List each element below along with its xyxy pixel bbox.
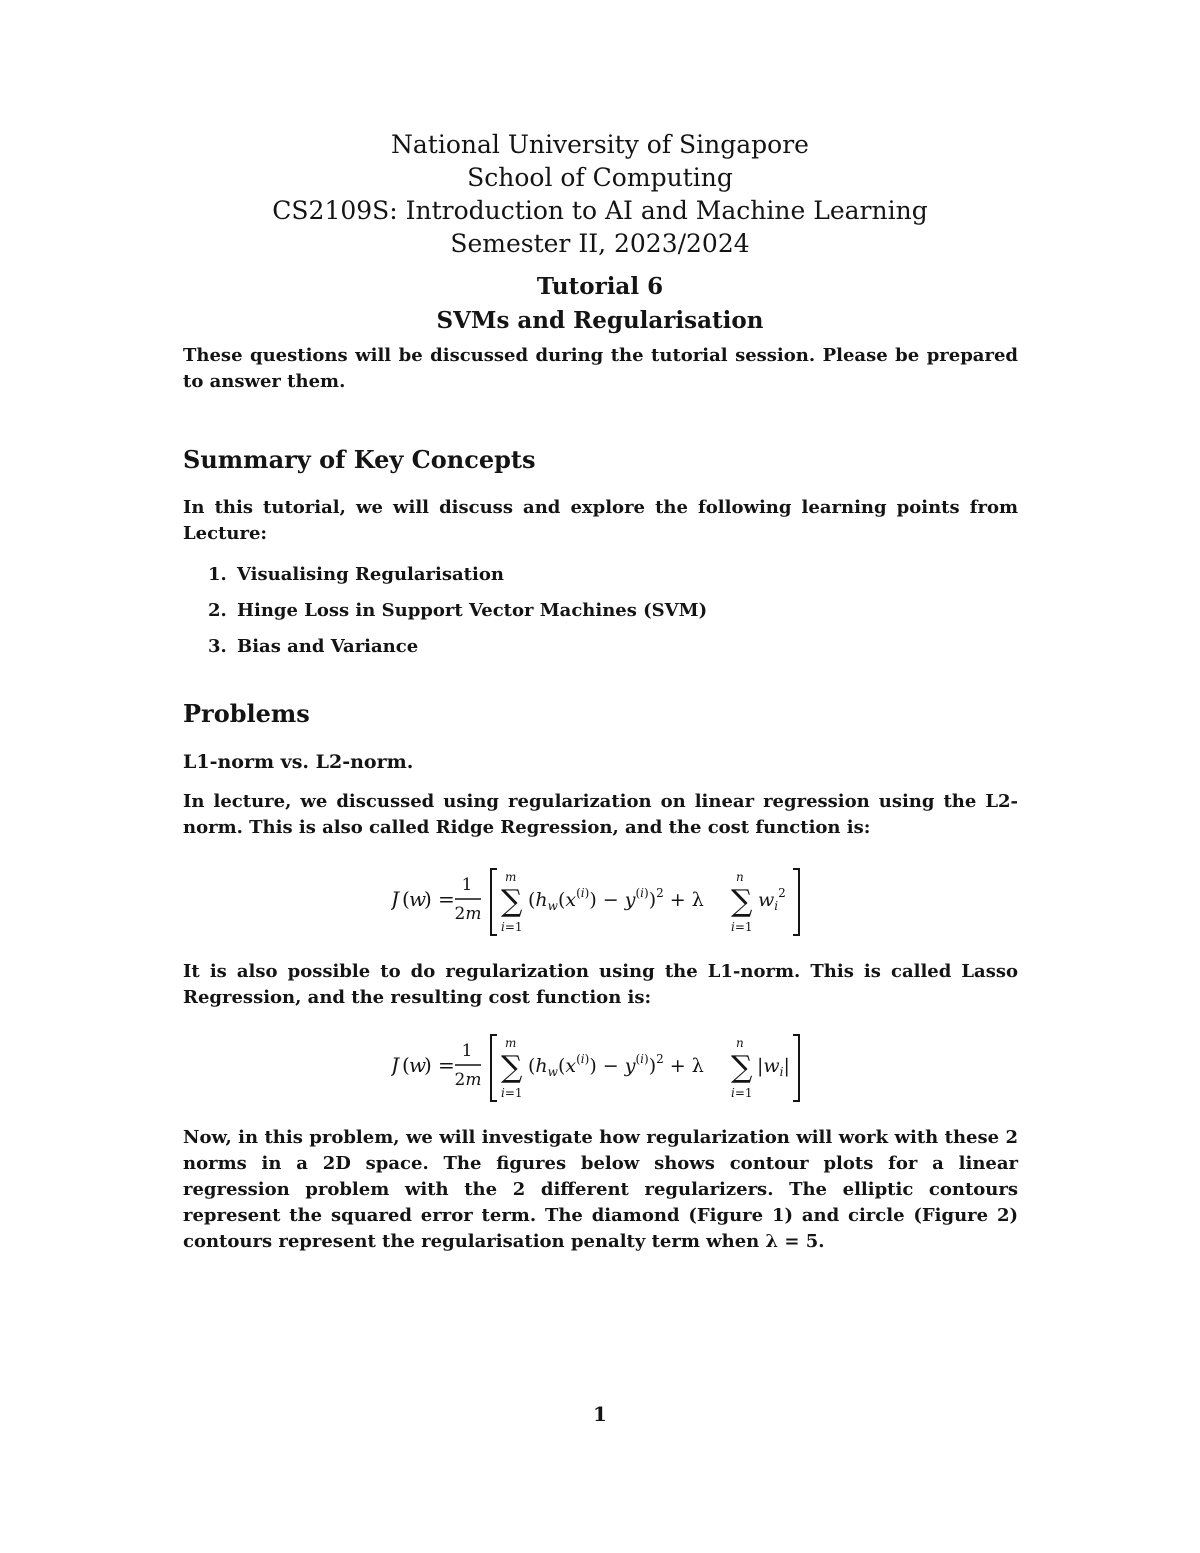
svg-text:i=1: i=1 xyxy=(500,920,523,934)
ridge-cost-equation xyxy=(183,857,1018,945)
list-item: 3. Bias and Variance xyxy=(233,629,1018,665)
svg-text:=: = xyxy=(437,1053,455,1077)
svg-text:|wi|: $|w_i|$ xyxy=(756,1055,790,1079)
intro-paragraph: These questions will be discussed during the tutorial session. Please be prepared to answer them. xyxy=(183,345,1018,392)
svg-text:n: n xyxy=(735,870,744,884)
list-item: 2. Hinge Loss in Support Vector Machines (SVM) xyxy=(233,593,1018,629)
svg-text:(hw(x(i)) − y(i))2 + λ: $(h_w(x^{(i)}) - y^{(i)})^2 + \lambda$ xyxy=(527,886,704,913)
svg-text:): ) xyxy=(423,887,432,911)
summary-lead: In this tutorial, we will discuss and explore the following learning points from Lecture: xyxy=(183,497,1018,544)
svg-text:2m: 2m xyxy=(454,904,481,924)
svg-text:2m: 2m xyxy=(454,1070,481,1090)
svg-text:wi2: $w_i^2$ xyxy=(757,886,786,913)
tutorial-title: Tutorial 6 xyxy=(536,273,664,300)
school-name: School of Computing xyxy=(467,163,733,192)
svg-text:1: 1 xyxy=(461,875,472,895)
page-number: 1 xyxy=(593,1402,607,1426)
svg-text:=: = xyxy=(437,887,455,911)
semester: Semester II, 2023/2024 xyxy=(450,229,750,258)
equation-graphic xyxy=(391,1027,811,1107)
svg-text:): ) xyxy=(423,1053,432,1077)
svg-text:J: J xyxy=(390,1053,399,1077)
summary-heading: Summary of Key Concepts xyxy=(183,445,536,474)
svg-text:i=1: i=1 xyxy=(500,1086,523,1100)
equation-graphic xyxy=(391,861,811,941)
document-body xyxy=(183,343,1018,1255)
svg-text:(hw(x(i)) − y(i))2 + λ: $(h_w(x^{(i)}) - y^{(i)})^2 + \lambda$ xyxy=(527,1052,704,1079)
course-title: CS2109S: Introduction to AI and Machine Learning xyxy=(272,196,928,225)
svg-text:∑: ∑ xyxy=(500,1050,522,1085)
svg-text:i=1: i=1 xyxy=(730,1086,753,1100)
problem-subheading: L1-norm vs. L2-norm. xyxy=(183,751,414,773)
svg-text:w: w xyxy=(408,887,426,911)
list-item: 1. Visualising Regularisation xyxy=(233,557,1018,593)
problems-heading: Problems xyxy=(183,699,310,728)
svg-text:n: n xyxy=(735,1036,744,1050)
svg-text:(: ( xyxy=(401,887,410,911)
lasso-cost-equation xyxy=(183,1023,1018,1111)
svg-text:∑: ∑ xyxy=(730,1050,752,1085)
university-name: National University of Singapore xyxy=(391,130,809,159)
svg-text:i=1: i=1 xyxy=(730,920,753,934)
svg-text:∑: ∑ xyxy=(500,884,522,919)
svg-text:∑: ∑ xyxy=(730,884,752,919)
investigation-paragraph: Now, in this problem, we will investigate how regularization will work with these 2 norms in a 2D space. The figures below shows contour plots for a linear regression problem with the 2 different regularizers. The elliptic contours represent the squared error term. The diamond (Figure 1) and circle (Figure 2) contours represent the regularisation penalty term when λ = 5. xyxy=(183,1127,1018,1252)
svg-text:1: 1 xyxy=(461,1041,472,1061)
document-header xyxy=(0,128,1200,338)
svg-text:J: J xyxy=(390,887,399,911)
svg-text:m: m xyxy=(504,1036,516,1050)
lasso-paragraph: It is also possible to do regularization using the L1-norm. This is called Lasso Regression, and the resulting cost function is: xyxy=(183,961,1018,1008)
learning-points-list xyxy=(183,557,1018,665)
tutorial-topic: SVMs and Regularisation xyxy=(436,307,764,334)
svg-text:(: ( xyxy=(401,1053,410,1077)
svg-text:w: w xyxy=(408,1053,426,1077)
ridge-paragraph: In lecture, we discussed using regularization on linear regression using the L2-norm. This is also called Ridge Regression, and the cost function is: xyxy=(183,791,1018,838)
svg-text:m: m xyxy=(504,870,516,884)
